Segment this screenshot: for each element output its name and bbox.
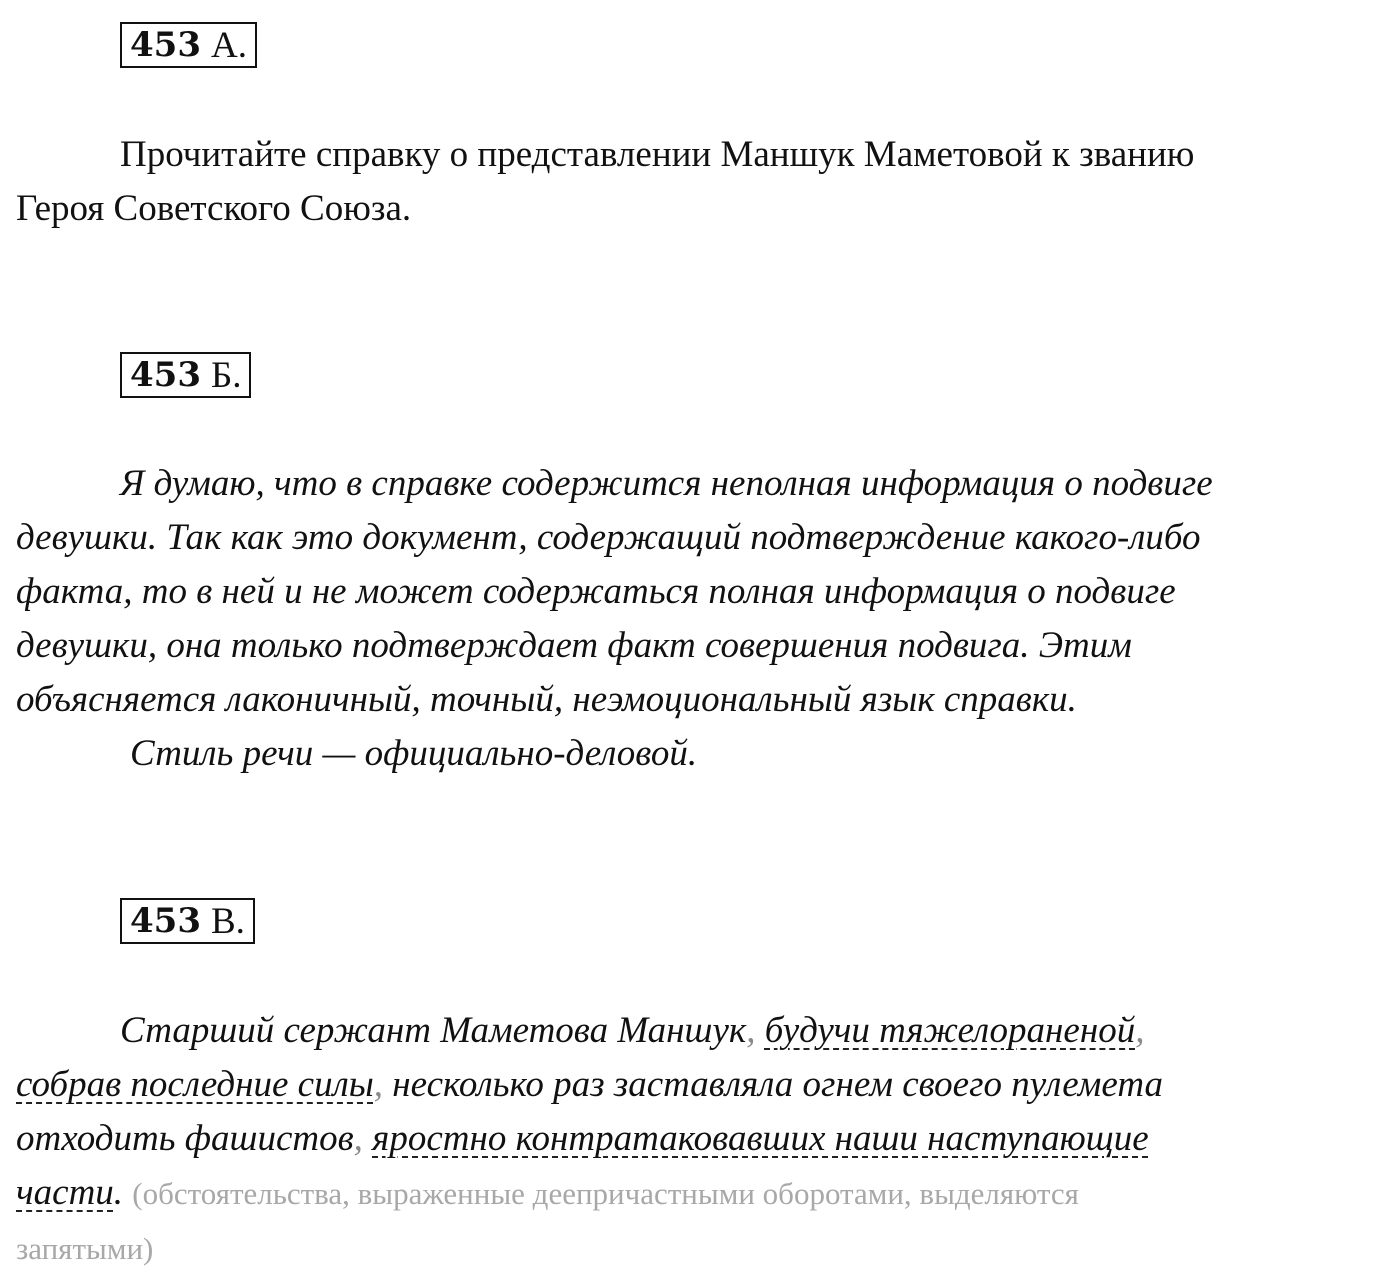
exercise-letter: Б. xyxy=(210,354,242,396)
sentence-line-1 xyxy=(16,1004,1346,1058)
sentence-line-3 xyxy=(16,1112,1346,1166)
answer-paragraph-b xyxy=(16,457,1346,781)
answer-line-1: Я думаю, что в справке содержится неполная информация о подвиге xyxy=(120,463,1213,504)
punctuation-comma: , xyxy=(353,1118,363,1159)
answer-paragraph-v xyxy=(16,1004,1346,1276)
exercise-label-453v xyxy=(120,898,255,944)
exercise-letter: А. xyxy=(210,24,247,66)
participle-phrase-part-1: яростно контратаковавших наши наступающие xyxy=(372,1118,1149,1159)
exercise-number: 453 xyxy=(130,901,201,941)
instruction-line-1: Прочитайте справку о представлении Маншук Маметовой к званию xyxy=(120,134,1195,175)
sentence-subject: Старший сержант Маметова Маншук xyxy=(120,1010,747,1051)
answer-line-2: девушки. Так как это документ, содержащий подтверждение какого-либо xyxy=(16,517,1201,558)
punctuation-period: . xyxy=(113,1172,124,1213)
answer-line-3: факта, то в ней и не может содержаться полная информация о подвиге xyxy=(16,571,1176,612)
punctuation-comma: , xyxy=(746,1010,756,1051)
sentence-continuation: отходить фашистов xyxy=(16,1118,354,1159)
instruction-line-2: Героя Советского Союза. xyxy=(16,188,412,229)
grammar-note-part-2: запятыми) xyxy=(16,1231,154,1266)
exercise-number: 453 xyxy=(130,355,201,395)
exercise-letter: В. xyxy=(210,900,245,942)
exercise-label-453b xyxy=(120,352,251,398)
exercise-label-453a xyxy=(120,22,257,68)
punctuation-comma: , xyxy=(373,1064,384,1105)
sentence-line-4 xyxy=(16,1166,1346,1221)
participial-phrase-2: собрав последние силы xyxy=(16,1064,374,1105)
speech-style-line: Стиль речи — официально-деловой. xyxy=(130,733,698,774)
sentence-predicate: несколько раз заставляла огнем своего пулемета xyxy=(383,1064,1163,1105)
answer-line-4: девушки, она только подтверждает факт совершения подвига. Этим xyxy=(16,625,1132,666)
grammar-note-part-1: (обстоятельства, выраженные деепричастными оборотами, выделяются xyxy=(132,1176,1079,1211)
participle-phrase-part-2: части xyxy=(16,1172,114,1213)
answer-line-5: объясняется лаконичный, точный, неэмоциональный язык справки. xyxy=(16,679,1077,720)
task-instruction-paragraph xyxy=(16,128,1346,236)
punctuation-comma: , xyxy=(1135,1010,1145,1051)
participial-phrase-1: будучи тяжелораненой xyxy=(764,1010,1136,1051)
sentence-line-2 xyxy=(16,1058,1346,1112)
sentence-line-5 xyxy=(16,1221,1346,1276)
exercise-number: 453 xyxy=(130,25,201,65)
